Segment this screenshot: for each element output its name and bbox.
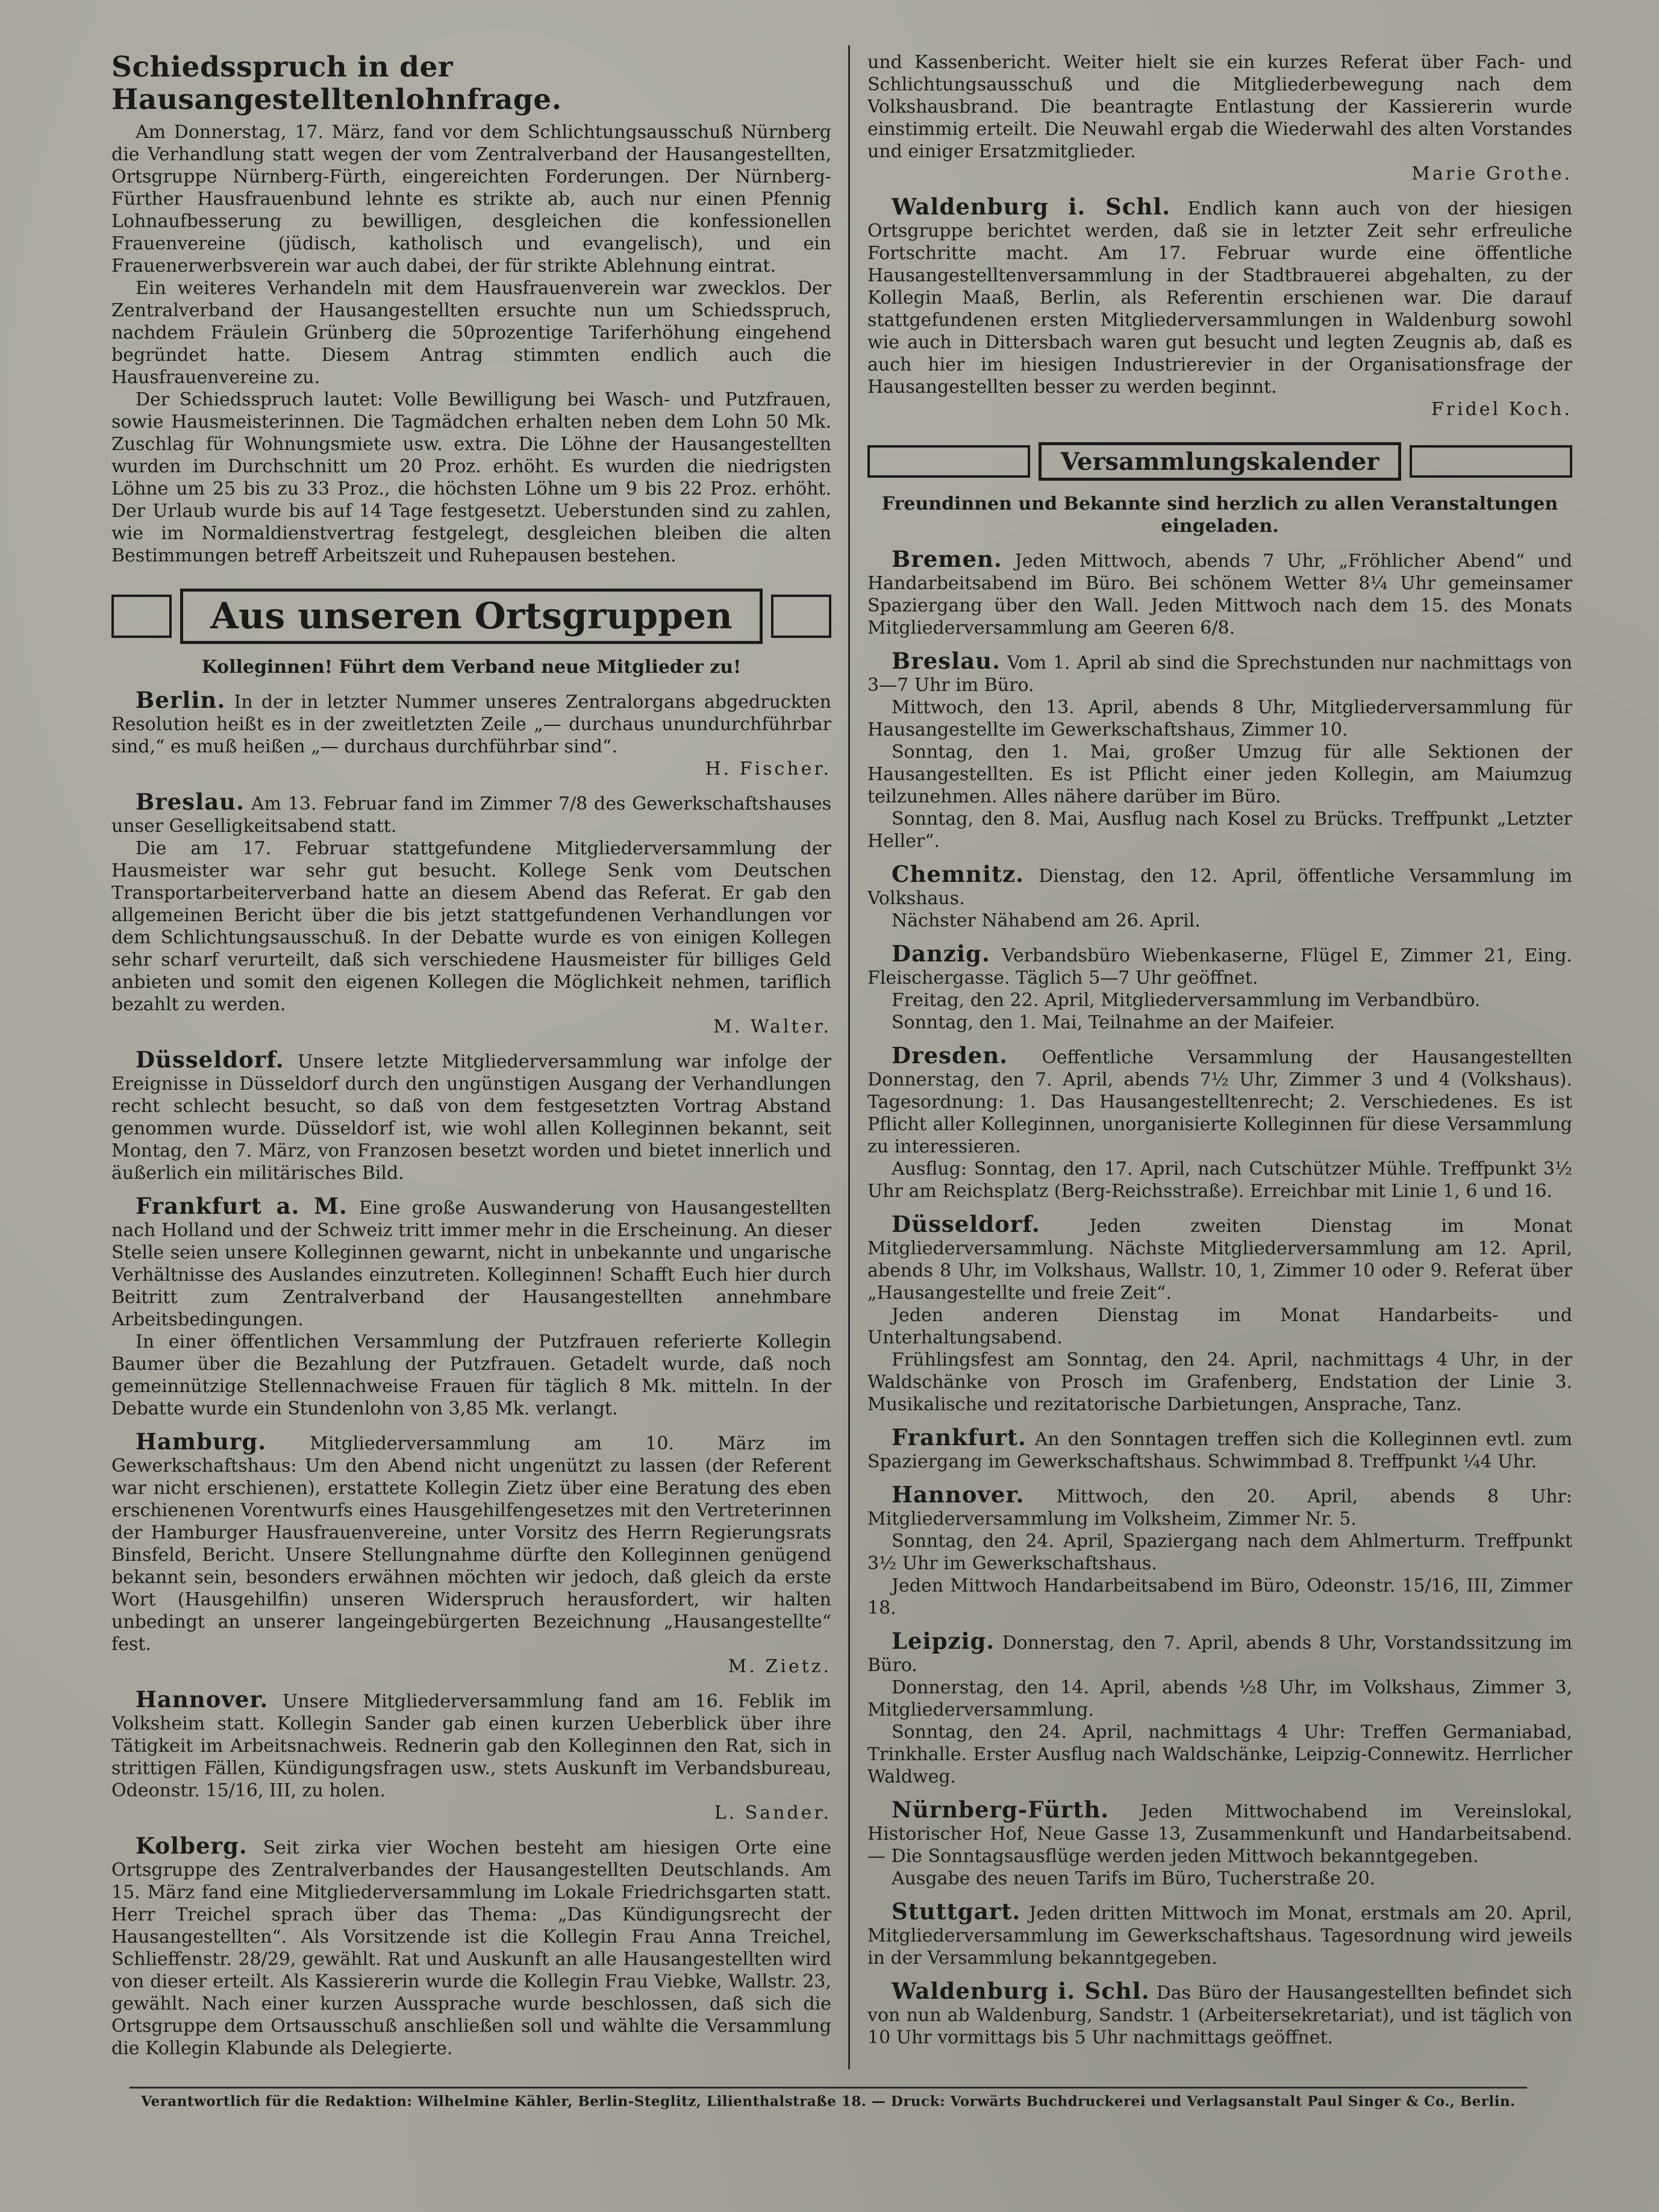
signature: Marie Grothe. xyxy=(1411,163,1572,184)
report-text: Jeden dritten Mittwoch im Monat, erstmals am 20. April, Mitgliederversammlung im Gewerkschaftshaus. Tagesordnung wird jeweils in der Versammlung bekanntgegeben. xyxy=(867,1903,1572,1969)
article-paragraph: Ein weiteres Verhandeln mit dem Hausfrauenverein war zwecklos. Der Zentralverband der Hausangestellten ersuchte nun um Schiedsspruch, nachdem Fräulein Grünberg die 50prozentige Tariferhöhung eingehend begründet hatte. Diesem Antrag stimmten endlich auch die Hausfrauenvereine zu. xyxy=(111,278,831,388)
place-name: Danzig. xyxy=(892,940,990,967)
article-paragraph: Der Schiedsspruch lautet: Volle Bewilligung bei Wasch- und Putzfrauen, sowie Hausmeisterinnen. Die Tagmädchen erhalten neben dem Lohn 50 Mk. Zuschlag für Wohnungsmiete usw. extra. Die Löhne der Hausangestellten wurden im Durchschnitt um 20 Proz. erhöht. Es wurden die niedrigsten Löhne um 25 bis zu 33 Proz., die höchsten Löhne um 9 bis 22 Proz. erhöht. Der Urlaub wurde bis auf 14 Tage festgesetzt. Ueberstunden sind zu zahlen, wie im Normaldienstvertrag festgelegt, desgleichen bleiben die alten Bestimmungen betreff Arbeitszeit und Ruhepausen bestehen. xyxy=(111,389,831,566)
report-paragraph: Sonntag, den 8. Mai, Ausflug nach Kosel zu Brücks. Treffpunkt „Letzter Heller“. xyxy=(867,808,1572,852)
place-name: Frankfurt. xyxy=(892,1424,1026,1451)
report-text: Eine große Auswanderung von Hausangestellten nach Holland und der Schweiz tritt immer mehr in die Erscheinung. An dieser Stelle seien unsere Kolleginnen gewarnt, nicht in unbekannte und ungarische Verhältnisse des Auslandes einzutreten. Kolleginnen! Schafft Euch hier durch Beitritt zum Zentralverband der Hausangestellten annehmbare Arbeitsbedingungen. xyxy=(111,1198,831,1330)
report-text: Am 13. Februar fand im Zimmer 7/8 des Gewerkschaftshauses unser Geselligkeitsabend statt. xyxy=(111,793,831,837)
report-entry xyxy=(867,1481,1572,1530)
report-text: Vom 1. April ab sind die Sprechstunden nur nachmittags von 3—7 Uhr im Büro. xyxy=(867,652,1572,696)
report-entry xyxy=(867,1630,1572,1676)
article-heading: Schiedsspruch in der Hausangestelltenlohnfrage. xyxy=(111,51,562,116)
meeting-calendar xyxy=(867,548,1572,2049)
place-name: Nürnberg-Fürth. xyxy=(892,1796,1110,1823)
report-text: Mitgliederversammlung am 10. März im Gewerkschaftshaus: Um den Abend nicht ungenützt zu lassen (der Referent war nicht erschienen), erstattete Kollegin Zietz über eine Beratung des eben erschienenen Vorentwurfs eines Hausgehilfengesetzes mit den Vertreterinnen der Hamburger Hausfrauenvereine, unter Vorsitz des Herrn Regierungsrats Binsfeld, Bericht. Unsere Stellungnahme dürfte den Kolleginnen genügend bekannt sein, besonders erwähnen möchten wir jedoch, daß gleich da erste Wort (Hausgehilfin) unseren Widerspruch herausfordert, wir halten unbedingt an unserer langeingebürgerten Bezeichnung „Hausangestellte“ fest. xyxy=(111,1433,831,1655)
place-name: Waldenburg i. Schl. xyxy=(892,193,1171,220)
report-entry xyxy=(867,548,1572,639)
section-slogan: Kolleginnen! Führt dem Verband neue Mitglieder zu! xyxy=(201,657,742,678)
report-entry xyxy=(111,1046,831,1184)
place-name: Hamburg. xyxy=(136,1428,267,1455)
imprint-footer: Verantwortlich für die Redaktion: Wilhelmine Kähler, Berlin-Steglitz, Lilienthalstraße 18. — Druck: Vorwärts Buchdruckerei und Verlagsanstalt Paul Singer & Co., Berlin. xyxy=(130,2087,1527,2110)
report-entry xyxy=(111,791,831,837)
report-entry xyxy=(867,1426,1572,1473)
section-header-box xyxy=(111,589,831,644)
report-text: In der in letzter Nummer unseres Zentralorgans abgedruckten Resolution heißt es in der zweitletzten Zeile „— durchaus unundurchführbar sind,“ es muß heißen „— durchaus durchführbar sind“. xyxy=(111,692,831,757)
report-entry xyxy=(111,689,831,758)
signature: Fridel Koch. xyxy=(1431,399,1572,420)
calendar-header-box xyxy=(867,442,1572,481)
place-name: Hannover. xyxy=(136,1686,269,1713)
right-column xyxy=(867,51,1572,2063)
report-paragraph: Nächster Nähabend am 26. April. xyxy=(892,910,1201,931)
report-paragraph: Jeden anderen Dienstag im Monat Handarbeits- und Unterhaltungsabend. xyxy=(867,1305,1572,1348)
report-text: Mittwoch, den 20. April, abends 8 Uhr: Mitgliederversammlung im Volksheim, Zimmer Nr. 5. xyxy=(867,1486,1572,1529)
left-column xyxy=(111,51,831,2063)
report-paragraph: Sonntag, den 24. April, Spaziergang nach dem Ahlmerturm. Treffpunkt 3½ Uhr im Gewerkschaftshaus. xyxy=(867,1531,1572,1574)
report-entry xyxy=(111,1686,831,1802)
report-text: Unsere letzte Mitgliederversammlung war infolge der Ereignisse in Düsseldorf durch den ungünstigen Ausgang der Verhandlungen recht schlecht besucht, so daß von dem festgesetzten Vortrag Abstand genommen wurde. Düsseldorf ist, wie wohl allen Kolleginnen bekannt, seit Montag, den 7. März, von Franzosen besetzt worden und bietet innerlich und äußerlich ein militärisches Bild. xyxy=(111,1051,831,1184)
place-name: Kolberg. xyxy=(136,1832,248,1859)
place-name: Leipzig. xyxy=(892,1628,995,1654)
report-text: An den Sonntagen treffen sich die Kolleginnen evtl. zum Spaziergang im Gewerkschaftshaus. Schwimmbad 8. Treffpunkt ¼4 Uhr. xyxy=(867,1429,1572,1472)
report-entry xyxy=(867,940,1572,989)
report-text: Jeden zweiten Dienstag im Monat Mitgliederversammlung. Nächste Mitgliederversammlung am 12. April, abends 8 Uhr, im Volkshaus, Wallstr. 10, 1, Zimmer 10 oder 9. Referat über „Hausangestellte und freie Zeit“. xyxy=(867,1216,1572,1304)
report-entry xyxy=(867,1042,1572,1158)
report-paragraph: Frühlingsfest am Sonntag, den 24. April, nachmittags 4 Uhr, in der Waldschänke von Prosch im Grafenberg, Endstation der Linie 3. Musikalische und rezitatorische Darbietungen, Ansprache, Tanz. xyxy=(867,1349,1572,1415)
place-name: Berlin. xyxy=(136,687,226,713)
report-text: Oeffentliche Versammlung der Hausangestellten Donnerstag, den 7. April, abends 7½ Uhr, Zimmer 3 und 4 (Volkshaus). Tagesordnung: 1. Das Hausangestelltenrecht; 2. Verschiedenes. Es ist Pflicht aller Kolleginnen, unorganisierte Kolleginnen für diese Versammlung zu interessieren. xyxy=(867,1047,1572,1157)
signature: L. Sander. xyxy=(714,1802,831,1823)
report-paragraph: Die am 17. Februar stattgefundene Mitgliederversammlung der Hausmeister war sehr gut besucht. Kollege Senk vom Deutschen Transportarbeiterverband hatte an diesem Abend das Referat. Er gab den allgemeinen Bericht über die bis jetzt stattgefundenen Verhandlungen vor dem Schlichtungsausschuß. In der Debatte wurde es von einigen Kollegen sehr scharf verurteilt, daß sich verschiedene Hausmeister für billiges Geld anbieten und somit den eigenen Kollegen die Möglichkeit nehmen, tariflich bezahlt zu werden. xyxy=(111,838,831,1015)
ornament-box-left xyxy=(111,595,172,638)
ornament-box-right xyxy=(1410,445,1572,478)
report-entry xyxy=(111,1832,831,2060)
report-text: Das Büro der Hausangestellten befindet sich von nun ab Waldenburg, Sandstr. 1 (Arbeitersekretariat), und ist täglich von 10 Uhr vormittags bis 5 Uhr nachmittags geöffnet. xyxy=(867,1982,1572,2048)
report-text: Dienstag, den 12. April, öffentliche Versammlung im Volkshaus. xyxy=(867,866,1572,909)
report-entry xyxy=(867,863,1572,910)
report-entry xyxy=(111,1428,831,1655)
local-reports xyxy=(111,689,831,2063)
place-name: Düsseldorf. xyxy=(892,1211,1040,1237)
report-text: Seit zirka vier Wochen besteht am hiesigen Orte eine Ortsgruppe des Zentralverbandes der Hausangestellten Deutschlands. Am 15. März fand eine Mitgliederversammlung im Lokale Friedrichsgarten statt. Herr Treichel sprach über das Thema: „Das Kündigungsrecht der Hausangestellten“. Als Vorsitzende ist die Kollegin Frau Anna Treichel, Schlieffenstr. 28/29, gewählt. Rat und Auskunft an alle Hausangestellten wird von dieser erteilt. Als Kassiererin wurde die Kollegin Frau Viebke, Wallstr. 23, gewählt. Nach einer kurzen Aussprache wurde beschlossen, daß sich die Ortsgruppe dem Ortsausschuß anschließen soll und wählte die Versammlung die Kollegin Klabunde als Delegierte. xyxy=(111,1837,831,2059)
report-text: Jeden Mittwochabend im Vereinslokal, Historischer Hof, Neue Gasse 13, Zusammenkunft und Handarbeitsabend. — Die Sonntagsausflüge werden jeden Mittwoch bekanntgegeben. xyxy=(867,1801,1572,1867)
report-text: Donnerstag, den 7. April, abends 8 Uhr, Vorstandssitzung im Büro. xyxy=(867,1632,1572,1676)
place-name: Breslau. xyxy=(136,789,245,815)
ornament-box-left xyxy=(867,445,1030,478)
ornament-box-right xyxy=(771,595,831,638)
signature: H. Fischer. xyxy=(705,758,831,780)
place-name: Dresden. xyxy=(892,1042,1008,1069)
place-name: Frankfurt a. M. xyxy=(136,1193,348,1219)
signature: M. Zietz. xyxy=(728,1656,831,1677)
report-paragraph: Ausgabe des neuen Tarifs im Büro, Tucherstraße 20. xyxy=(892,1868,1376,1889)
report-entry xyxy=(867,650,1572,696)
report-text: Jeden Mittwoch, abends 7 Uhr, „Fröhlicher Abend“ und Handarbeitsabend im Büro. Bei schönem Wetter 8¼ Uhr gemeinsamer Spaziergang über den Wall. Jeden Mittwoch nach dem 15. des Monats Mitgliederversammlung am Geeren 6/8. xyxy=(867,551,1572,639)
report-paragraph: Sonntag, den 1. Mai, Teilnahme an der Maifeier. xyxy=(892,1012,1336,1033)
place-name: Bremen. xyxy=(892,546,1002,572)
continued-paragraph: und Kassenbericht. Weiter hielt sie ein kurzes Referat über Fach- und Schlichtungsausschuß und die Mitgliederbewegung nach dem Volkshausbrand. Die beantragte Entlastung der Kassiererin wurde einstimmig erteilt. Die Neuwahl ergab die Wiederwahl des alten Vorstandes und einiger Ersatzmitglieder. xyxy=(867,52,1572,162)
report-paragraph: Sonntag, den 1. Mai, großer Umzug für alle Sektionen der Hausangestellten. Es ist Pflicht einer jeden Kollegin, am Maiumzug teilzunehmen. Alles nähere darüber im Büro. xyxy=(867,742,1572,807)
report-paragraph: Sonntag, den 24. April, nachmittags 4 Uhr: Treffen Germaniabad, Trinkhalle. Erster Ausflug nach Waldschänke, Leipzig-Connewitz. Herrlicher Waldweg. xyxy=(867,1722,1572,1787)
place-name: Waldenburg i. Schl. xyxy=(892,1978,1150,2004)
calendar-subtitle: Freundinnen und Bekannte sind herzlich zu allen Veranstaltungen eingeladen. xyxy=(881,493,1558,537)
place-name: Chemnitz. xyxy=(892,861,1024,887)
article-paragraph: Am Donnerstag, 17. März, fand vor dem Schlichtungsausschuß Nürnberg die Verhandlung statt wegen der vom Zentralverband der Hausangestellten, Ortsgruppe Nürnberg-Fürth, eingereichten Forderungen. Der Nürnberg-Fürther Hausfrauenbund lehnte es strikte ab, auch nur einen Pfennig Lohnaufbesserung zu bewilligen, desgleichen die konfessionellen Frauenvereine (jüdisch, katholisch und evangelisch), und ein Frauenerwerbsverein war auch dabei, der für strikte Ablehnung eintrat. xyxy=(111,122,831,276)
place-name: Düsseldorf. xyxy=(136,1046,284,1073)
report-entry xyxy=(867,1898,1572,1969)
report-paragraph: Jeden Mittwoch Handarbeitsabend im Büro, Odeonstr. 15/16, III, Zimmer 18. xyxy=(867,1575,1572,1619)
report-paragraph: Donnerstag, den 14. April, abends ½8 Uhr, im Volkshaus, Zimmer 3, Mitgliederversammlung. xyxy=(867,1677,1572,1720)
report-entry xyxy=(867,1213,1572,1304)
report-text: Verbandsbüro Wiebenkaserne, Flügel E, Zimmer 21, Eing. Fleischergasse. Täglich 5—7 Uhr geöffnet. xyxy=(867,945,1572,989)
place-name: Hannover. xyxy=(892,1481,1025,1508)
report-paragraph: Mittwoch, den 13. April, abends 8 Uhr, Mitgliederversammlung für Hausangestellte im Gewerkschaftshaus, Zimmer 10. xyxy=(867,697,1572,740)
column-divider xyxy=(848,45,850,2069)
report-paragraph: In einer öffentlichen Versammlung der Putzfrauen referierte Kollegin Baumer über die Bezahlung der Putzfrauen. Getadelt wurde, daß noch gemeinnützige Stellennachweise Frauen für täglich 8 Mk. mitteln. In der Debatte wurde ein Stundenlohn von 3,85 Mk. verlangt. xyxy=(111,1331,831,1419)
report-text: Unsere Mitgliederversammlung fand am 16. Feblik im Volksheim statt. Kollegin Sander gab einen kurzen Ueberblick über ihre Tätigkeit im Arbeitsnachweis. Rednerin gab den Kolleginnen den Rat, sich in strittigen Fällen, Kündigungsfragen usw., stets Auskunft im Verbandsbureau, Odeonstr. 15/16, III, zu holen. xyxy=(111,1691,831,1801)
section-title: Aus unseren Ortsgruppen xyxy=(180,589,763,644)
report-text: Endlich kann auch von der hiesigen Ortsgruppe berichtet werden, daß sie in letzter Zeit sehr erfreuliche Fortschritte macht. Am 17. Februar wurde eine öffentliche Hausangestelltenversammlung in der Stadtbrauerei abgehalten, zu der Kollegin Maaß, Berlin, als Referentin erschienen war. Die darauf stattgefundenen ersten Mitgliederversammlungen in Waldenburg sowohl wie auch in Dittersbach waren gut besucht und legten Zeugnis ab, daß es auch hier im hiesigen Industrierevier in der Organisationsfrage der Hausangestellten besser zu werden beginnt. xyxy=(867,198,1572,398)
place-name: Stuttgart. xyxy=(892,1898,1021,1925)
report-paragraph: Freitag, den 22. April, Mitgliederversammlung im Verbandbüro. xyxy=(892,990,1481,1011)
report-entry xyxy=(867,1980,1572,2049)
calendar-title: Versammlungskalender xyxy=(1039,442,1401,481)
report-entry xyxy=(111,1195,831,1331)
signature: M. Walter. xyxy=(713,1016,831,1037)
report-paragraph: Ausflug: Sonntag, den 17. April, nach Cutschützer Mühle. Treffpunkt 3½ Uhr am Reichsplatz (Berg-Reichsstraße). Erreichbar mit Linie 1, 6 und 16. xyxy=(867,1158,1572,1202)
place-name: Breslau. xyxy=(892,648,1001,674)
report-entry xyxy=(867,1796,1572,1867)
